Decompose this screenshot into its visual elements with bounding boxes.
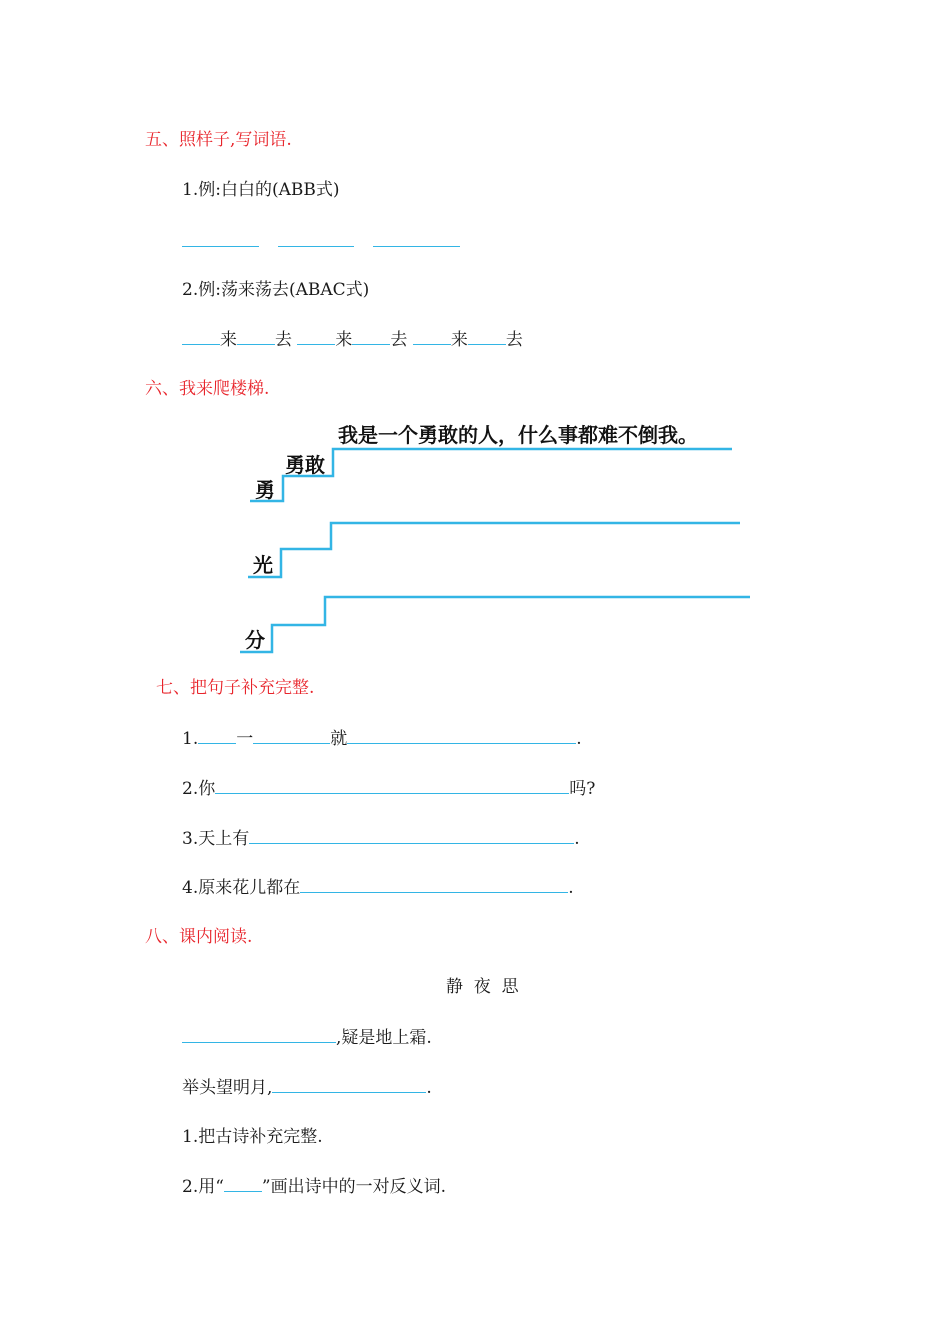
abac-qu: 去 xyxy=(275,330,292,350)
q1-jiu: 就 xyxy=(330,729,348,749)
q2-suffix: ”画出诗中的一对反义词. xyxy=(261,1177,447,1197)
poem-line1-blank[interactable] xyxy=(182,1026,336,1043)
sentence-2 xyxy=(182,777,595,800)
q2-underline-sample xyxy=(224,1175,262,1192)
reading-q2 xyxy=(182,1175,446,1198)
q2-blank[interactable] xyxy=(215,777,569,794)
sentence-4 xyxy=(182,876,574,899)
q3-blank[interactable] xyxy=(249,827,574,844)
q2-start: 2.你 xyxy=(182,779,216,799)
ladder-step-yonggan: 勇敢 xyxy=(285,453,325,477)
ladder-start-fen: 分 xyxy=(245,628,265,652)
q2-end: 吗? xyxy=(569,779,596,799)
q4-blank[interactable] xyxy=(300,876,568,893)
reading-q1: 1.把古诗补充完整. xyxy=(182,1127,323,1147)
poem-line-2 xyxy=(182,1076,432,1099)
ladder-sentence: 我是一个勇敢的人，什么事都难不倒我。 xyxy=(338,423,698,447)
ladder-start-yong: 勇 xyxy=(255,478,275,502)
poem-title: 静 夜 思 xyxy=(446,977,519,997)
example1-text: 1.例:白白的(ABB式) xyxy=(182,180,340,200)
abac-lai: 来 xyxy=(220,330,237,350)
abac-qu: 去 xyxy=(505,330,523,350)
sentence-3 xyxy=(182,827,580,850)
abac-lai: 来 xyxy=(335,330,353,350)
example2-text: 2.例:荡来荡去(ABAC式) xyxy=(182,280,370,300)
q3-end: . xyxy=(574,829,580,849)
sentence-1 xyxy=(182,727,582,750)
poem-line2-text: 举头望明月, xyxy=(182,1078,273,1098)
q4-end: . xyxy=(568,878,574,898)
q1-blank-2[interactable] xyxy=(253,727,330,744)
section5-heading: 五、照样子,写词语. xyxy=(145,130,292,150)
section8-heading: 八、课内阅读. xyxy=(145,927,253,947)
q1-end: . xyxy=(576,729,582,749)
q2-prefix: 2.用“ xyxy=(182,1177,224,1197)
section6-heading: 六、我来爬楼梯. xyxy=(145,379,270,399)
staircase-3 xyxy=(240,597,750,652)
poem-line1-text: ,疑是地上霜. xyxy=(336,1028,432,1048)
abac-lai: 来 xyxy=(450,330,468,350)
q1-blank-3[interactable] xyxy=(347,727,576,744)
q4-start: 4.原来花儿都在 xyxy=(182,878,301,898)
poem-line-1 xyxy=(182,1026,432,1049)
section7-heading: 七、把句子补充完整. xyxy=(156,678,315,698)
q3-start: 3.天上有 xyxy=(182,829,250,849)
staircase-2 xyxy=(248,523,740,577)
q1-blank-1[interactable] xyxy=(198,727,236,744)
poem-line2-end: . xyxy=(426,1078,432,1098)
q1-number: 1. xyxy=(182,729,199,749)
abac-qu: 去 xyxy=(390,330,408,350)
ladder-start-guang: 光 xyxy=(253,553,273,577)
poem-line2-blank[interactable] xyxy=(272,1076,426,1093)
q1-yi: 一 xyxy=(236,729,254,749)
